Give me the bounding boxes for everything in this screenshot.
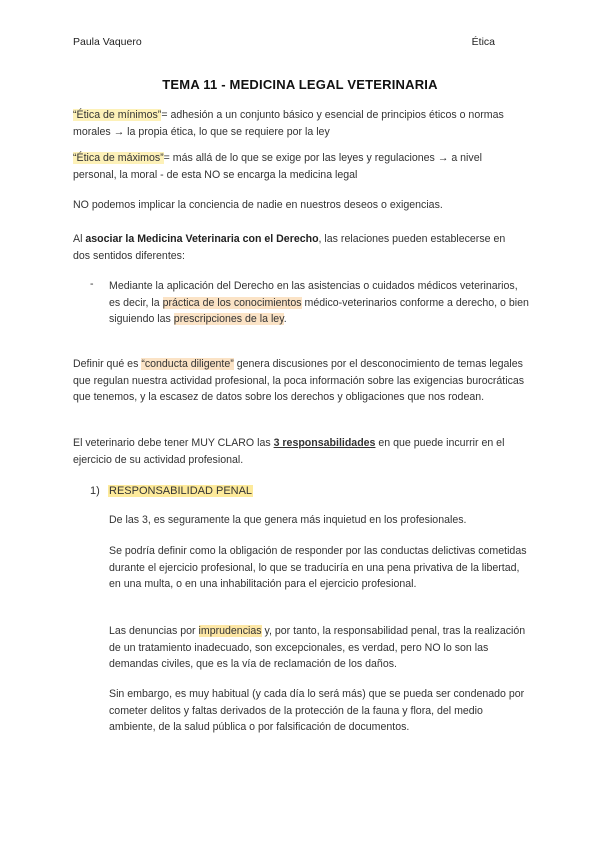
text: médico-veterinarios conforme a derecho, o bien siguiendo las: [109, 296, 529, 326]
section-label: RESPONSABILIDAD PENAL: [109, 485, 253, 497]
author-name: Paula Vaquero: [73, 36, 142, 48]
section-paragraph-1: De las 3, es seguramente la que genera más inquietud en los profesionales.: [109, 514, 467, 526]
text: genera discusiones por el desconocimiento de temas legales que regulan nuestra actividad profesional, la poca información sobre las exigencias burocráticas que tenemos, y la escasez de datos sobre los derechos y obligaciones que nos rodean.: [73, 358, 525, 404]
paragraph-etica-minimos: [73, 107, 525, 140]
page-header: [73, 36, 495, 50]
text: Al: [73, 233, 86, 245]
text: Mediante la aplicación del Derecho en las asistencias o cuidados médicos veterinarios, es decir, la: [109, 280, 518, 309]
section-paragraph-2: Se podría definir como la obligación de responder por las conductas delictivas cometidas durante el ejercicio profesional, lo que se traduciría en una pena privativa de la libertad, en una multa, o en una inhabilitación para el ejercicio profesional.: [109, 545, 527, 591]
highlight-imprudencias: imprudencias: [198, 625, 262, 637]
text: , las relaciones pueden establecerse en dos sentidos diferentes:: [73, 233, 506, 262]
section-number: 1): [90, 485, 100, 497]
bold-text: asociar la Medicina Veterinaria con el Derecho: [85, 233, 319, 245]
text: y, por tanto, la responsabilidad penal, tras la realización de un tratamiento inadecuado, son excepcionales, es verdad, pero NO lo son las demandas civiles, que es la vía de reclamación de los daños.: [109, 625, 526, 671]
term-etica-maximos: “Ética de máximos”: [73, 152, 164, 164]
bullet-item: [109, 278, 529, 328]
text: en que puede incurrir en el ejercicio de su actividad profesional.: [73, 437, 505, 466]
section-paragraph-3: [109, 623, 529, 673]
paragraph-derecho: [73, 231, 525, 264]
paragraph-etica-maximos: [73, 150, 525, 183]
paragraph-conducta-diligente: [73, 356, 525, 406]
text: El veterinario debe tener MUY CLARO las: [73, 437, 274, 449]
highlight-practica: práctica de los conocimientos: [162, 296, 302, 309]
document-title: TEMA 11 - MEDICINA LEGAL VETERINARIA: [162, 77, 438, 92]
definition-text: = más allá de lo que se exige por las leyes y regulaciones → a nivel personal, la moral - de esta NO se encarga la medicina legal: [73, 152, 482, 181]
bullet-marker: -: [90, 278, 94, 290]
underlined-bold-text: 3 responsabilidades: [273, 437, 376, 449]
text: .: [283, 313, 287, 326]
section-paragraph-4: Sin embargo, es muy habitual (y cada día lo será más) que se pueda ser condenado por cometer delitos y faltas derivados de la protección de la fauna y flora, del medio ambiente, de la salud pública o por falsificación de documentos.: [109, 688, 525, 734]
subject-name: Ética: [471, 36, 495, 48]
paragraph-responsabilidades: [73, 435, 525, 468]
text: Definir qué es: [73, 358, 142, 370]
definition-text: = adhesión a un conjunto básico y esencial de principios éticos o normas morales → la propia ética, lo que se requiere por la ley: [73, 109, 504, 138]
highlight-conducta-diligente: “conducta diligente”: [141, 358, 234, 370]
section-heading: [90, 485, 253, 497]
highlight-prescripciones: prescripciones de la ley: [173, 313, 284, 326]
term-etica-minimos: “Ética de mínimos”: [73, 109, 162, 121]
paragraph-conciencia: NO podemos implicar la conciencia de nadie en nuestros deseos o exigencias.: [73, 199, 443, 211]
text: Las denuncias por: [109, 625, 199, 637]
